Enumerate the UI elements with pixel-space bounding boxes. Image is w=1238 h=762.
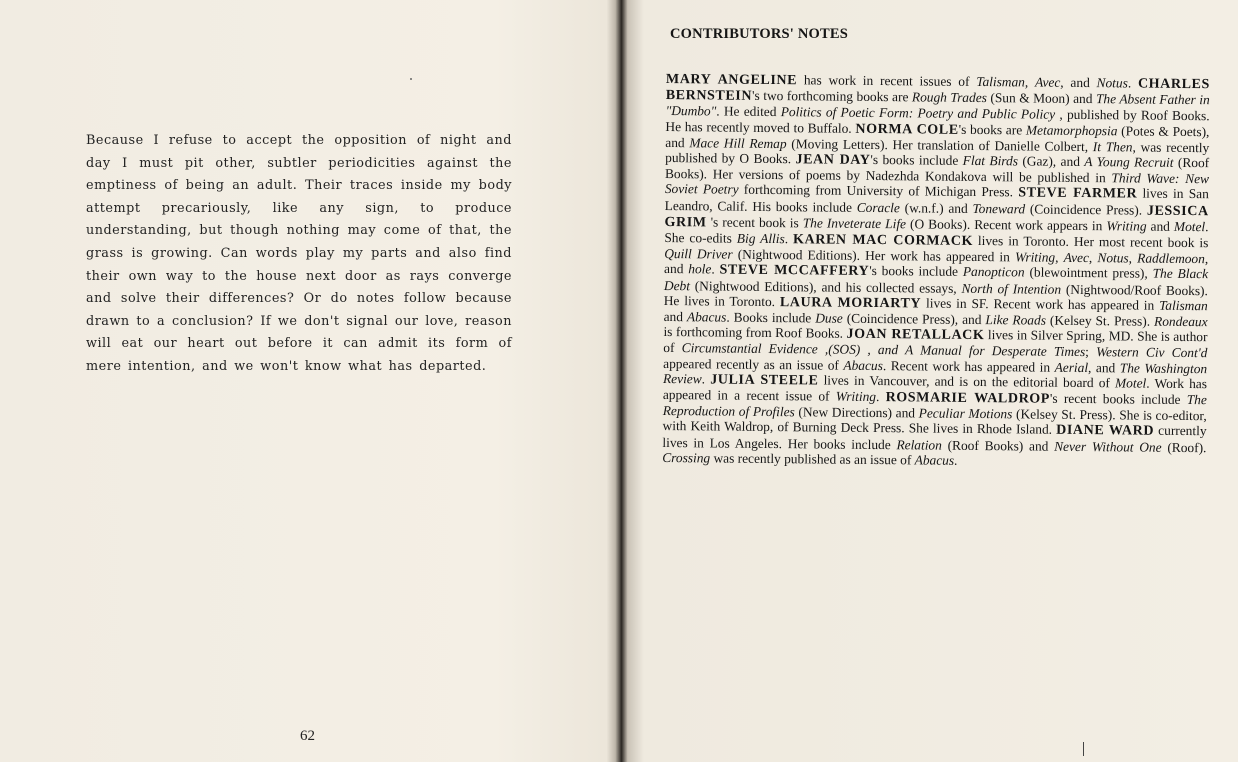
note-text: 's recent books include (1049, 390, 1187, 408)
note-text: (Gaz), and (1017, 153, 1085, 170)
work-title: Third Wave: New Soviet Poetry (664, 170, 1210, 198)
note-text: 's two forthcoming books are (752, 88, 913, 105)
work-title: Notus (1096, 75, 1128, 91)
contributor-name: JEAN DAY (795, 152, 871, 168)
work-title: hole (688, 261, 712, 277)
work-title: Politics of Poetic Form: Poetry and Public Policy (780, 104, 1056, 123)
note-text: and (663, 309, 688, 325)
note-text: . Work has appeared in a recent issue of (662, 375, 1208, 404)
note-text: (Nightwood Editions), and his collected essays, (689, 277, 962, 296)
note-text: , and (664, 251, 1209, 277)
note-text: lives in Silver Spring, MD. She is author of (663, 327, 1208, 356)
note-text: (Roof Books). Her versions of poems by Nadezhda Kondakova will be published in (664, 154, 1210, 186)
work-title: Quill Driver (664, 246, 733, 262)
note-text: ; (1085, 344, 1097, 360)
note-text: 's books include (869, 263, 963, 280)
work-title: Peculiar Motions (918, 405, 1013, 422)
contributor-name: LAURA MORIARTY (779, 294, 922, 312)
work-title: A Young Recruit (1084, 154, 1174, 170)
work-title: Motel (1115, 375, 1147, 391)
work-title: Motel (1173, 218, 1206, 235)
page-title: CONTRIBUTORS' NOTES (670, 26, 848, 42)
margin-mark (1083, 742, 1084, 756)
note-text: , was recently published by O Books. (665, 139, 1210, 167)
work-title: Coracle (856, 199, 900, 215)
note-text: , published by Roof Books. He has recently moved to Buffalo. (665, 107, 1210, 136)
note-text: . (711, 261, 720, 277)
work-title: Rondeaux (1153, 313, 1208, 330)
note-text: (Kelsey St. Press). (1045, 312, 1155, 329)
note-text: (blewointment press), (1024, 264, 1153, 282)
work-title: Metamorphopsia (1025, 122, 1118, 138)
note-text: , (1088, 250, 1098, 266)
note-text: 's books are (958, 121, 1027, 138)
note-text: lives in SF. Recent work has appeared in (921, 295, 1160, 313)
work-title: The Reproduction of Profiles (662, 392, 1207, 420)
contributor-name: JOAN RETALLACK (846, 326, 985, 344)
note-text: 's books include (870, 151, 963, 168)
note-text: (Roof Books) and (941, 437, 1055, 454)
work-title: It Then (1092, 138, 1133, 155)
contributor-name: MARY ANGELINE (665, 71, 798, 89)
work-title: Avec (1063, 250, 1090, 266)
note-text: , and (1088, 359, 1120, 376)
note-text: (New Directions) and (794, 404, 919, 421)
page-number: 62 (300, 728, 315, 744)
work-title: Abacus (686, 309, 727, 325)
work-title: Like Roads (985, 312, 1047, 328)
contributor-name: CHARLES BERNSTEIN (665, 76, 1210, 105)
note-text: (Coincidence Press), and (842, 310, 986, 328)
work-title: Notus (1097, 250, 1129, 266)
note-text: lives in Vancouver, and is on the editorial board of (818, 372, 1116, 391)
work-title: Avec (1034, 74, 1061, 90)
work-title: Aerial (1054, 359, 1089, 375)
note-text: . He edited (716, 103, 781, 120)
note-text: . (954, 452, 958, 468)
work-title: The Black Debt (663, 266, 1209, 293)
work-title: Rough Trades (911, 89, 987, 106)
work-title: Relation (896, 436, 942, 453)
contributor-name: ROSMARIE WALDROP (885, 390, 1051, 407)
contributor-name: NORMA COLE (855, 121, 959, 138)
work-title: Crossing (662, 449, 711, 466)
note-text: . Recent work has appeared in (882, 357, 1055, 375)
note-text: . (701, 371, 711, 387)
work-title: Toneward (972, 200, 1026, 217)
note-text: was recently published as an issue of (710, 450, 915, 468)
contributor-name: STEVE FARMER (1018, 185, 1138, 202)
work-title: Writing (835, 388, 877, 405)
left-page (0, 0, 612, 762)
note-text: and (1146, 218, 1175, 234)
note-text: (Moving Letters). Her translation of Danielle Colbert, (786, 135, 1093, 154)
note-text: (Sun & Moon) and (986, 90, 1097, 107)
note-text: forthcoming from University of Michigan Press. (738, 182, 1019, 200)
contributors-notes (662, 71, 1210, 470)
contributor-name: JULIA STEELE (710, 372, 819, 389)
contributor-name: JESSICA GRIM (664, 203, 1209, 231)
contributor-name: STEVE MCCAFFERY (719, 262, 870, 280)
note-text: currently lives in Los Angeles. Her books include (662, 423, 1207, 452)
work-title: The Inveterate Life (802, 215, 907, 232)
note-text: is forthcoming from Roof Books. (663, 324, 847, 341)
note-text: has work in recent issues of (797, 72, 977, 89)
work-title: Flat Birds (962, 152, 1019, 169)
work-title: Talisman (976, 73, 1025, 90)
note-text: (Nightwood Editions). Her work has appeared in (732, 246, 1016, 265)
note-text: , (1128, 250, 1138, 266)
note-text: (Kelsey St. Press). She is co-editor, with Keith Waldrop, of Burning Deck Press. She lives in Rhode Island. (662, 406, 1207, 438)
work-title: Duse (815, 310, 843, 326)
work-title: Raddlemoon (1137, 250, 1205, 267)
right-page (628, 0, 1238, 762)
work-title: Talisman (1159, 297, 1208, 314)
note-text: lives in Toronto. Her most recent book is (972, 232, 1209, 251)
note-text: 's recent book is (706, 214, 803, 231)
work-title: Never Without One (1054, 438, 1162, 455)
work-title: Writing (1014, 249, 1056, 265)
note-text: (w.n.f.) and (899, 199, 973, 216)
contributor-name: DIANE WARD (1056, 423, 1155, 440)
work-title: Big Allis (736, 230, 785, 247)
note-text: lives in San Leandro, Calif. His books include (664, 185, 1209, 215)
work-title: North of Intention (961, 280, 1062, 297)
note-text: (O Books). Recent work appears in (905, 216, 1107, 234)
contributor-name: KAREN MAC CORMACK (793, 232, 974, 249)
note-text: . She co-edits (664, 219, 1209, 246)
note-text: , (1024, 74, 1036, 90)
work-title: Western Civ Cont'd (1096, 344, 1208, 361)
note-text: . (784, 231, 794, 247)
note-text: (Coincidence Press). (1025, 201, 1147, 218)
work-title: The Washington Review (662, 360, 1208, 387)
note-text: . Books include (726, 309, 816, 326)
work-title: Panopticon (962, 264, 1025, 280)
work-title: Writing (1106, 218, 1147, 234)
note-text: (Roof). (1161, 439, 1207, 455)
work-title: Abacus (914, 452, 955, 468)
work-title: Circumstantial Evidence ,(SOS) , and A Manual for Desperate Times (681, 340, 1086, 360)
note-text: , and (1060, 74, 1097, 91)
note-text: , (1055, 249, 1064, 266)
note-text: appeared recently as an issue of (663, 355, 844, 373)
work-title: Mace Hill Remap (689, 135, 787, 151)
note-text: (Potes & Poets), and (665, 122, 1210, 151)
note-text: . (1127, 75, 1139, 91)
prose-poem: Because I refuse to accept the opposition of night and day I must pit other, subtler periodicities against the emptiness of being an adult. Their traces inside my body attempt precariously, like any sign, to produce understanding, but though nothing may come of that, the grass is growing. Can words play my parts and also find their own way to the house next door as rays converge and solve their differences? Or do notes follow because drawn to a conclusion? If we don't signal our love, reason will eat our heart out before it can admit its form of mere intention, and we won't know what has departed. (86, 133, 512, 374)
note-text: . (875, 389, 886, 405)
work-title: The Absent Father in "Dumbo" (665, 91, 1210, 119)
work-title: Abacus (843, 357, 883, 373)
paper-speck (410, 78, 412, 80)
note-text: (Nightwood/Roof Books). He lives in Toronto. (663, 281, 1208, 309)
